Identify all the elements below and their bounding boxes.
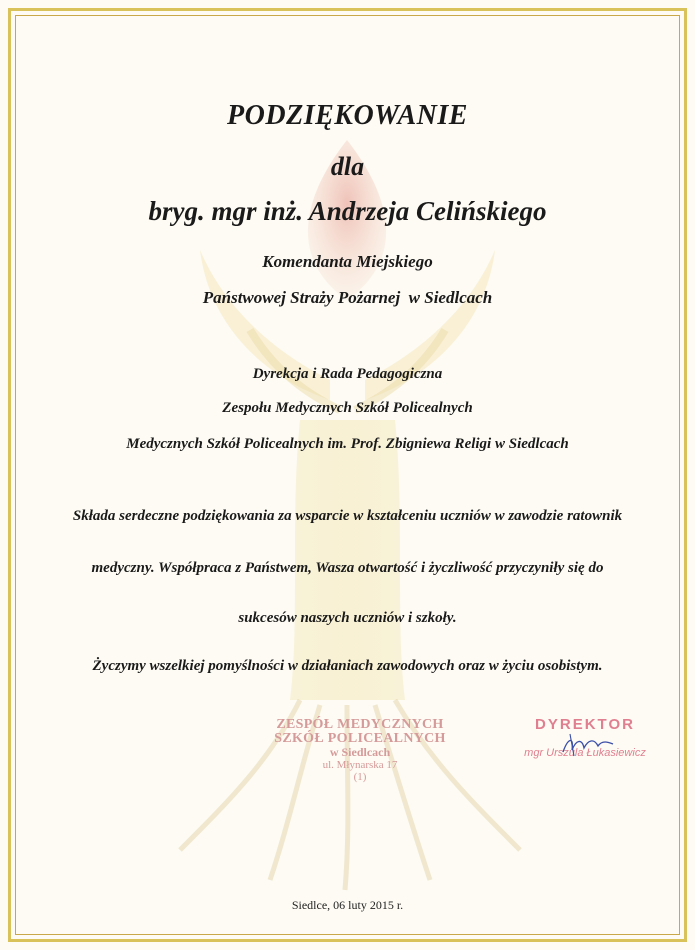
handwritten-signature [558, 730, 618, 760]
school-stamp [250, 718, 470, 783]
recipient-role-line-2: Państwowej Straży Pożarnej w Siedlcach [202, 288, 493, 307]
stamp-line-3: w Siedlcach [329, 745, 391, 759]
stamp-line-2: SZKÓŁ POLICEALNYCH [274, 731, 446, 746]
body-line-4: Życzymy wszelkiej pomyślności w działaniach zawodowych oraz w życiu osobistym. [92, 658, 603, 674]
body-line-3: sukcesów naszych uczniów i szkoły. [238, 610, 457, 626]
institution-line-1: Dyrekcja i Rada Pedagogiczna [252, 366, 443, 382]
stamp-line-5: (1) [353, 771, 367, 783]
document-title: PODZIĘKOWANIE [227, 100, 468, 131]
stamp-line-4: ul. Młynarska 17 [322, 759, 398, 771]
institution-line-2: Zespołu Medycznych Szkół Policealnych [222, 400, 473, 416]
preposition-dla: dla [330, 152, 365, 181]
body-line-1: Składa serdeczne podziękowania za wsparcie w kształceniu uczniów w zawodzie ratownik [72, 508, 623, 524]
institution-line-3: Medycznych Szkół Policealnych im. Prof. Zbigniewa Religi w Siedlcach [126, 436, 569, 452]
body-line-2: medyczny. Współpraca z Państwem, Wasza otwartość i życzliwość przyczyniły się do [91, 560, 604, 576]
stamp-line-1: ZESPÓŁ MEDYCZNYCH [276, 717, 444, 732]
date-place: Siedlce, 06 luty 2015 r. [291, 898, 404, 912]
director-title: DYREKTOR [535, 716, 635, 733]
director-name: mgr Urszula Łukasiewicz [524, 747, 646, 759]
recipient-role-line-1: Komendanta Miejskiego [262, 252, 433, 271]
recipient-name: bryg. mgr inż. Andrzeja Celińskiego [148, 196, 547, 226]
